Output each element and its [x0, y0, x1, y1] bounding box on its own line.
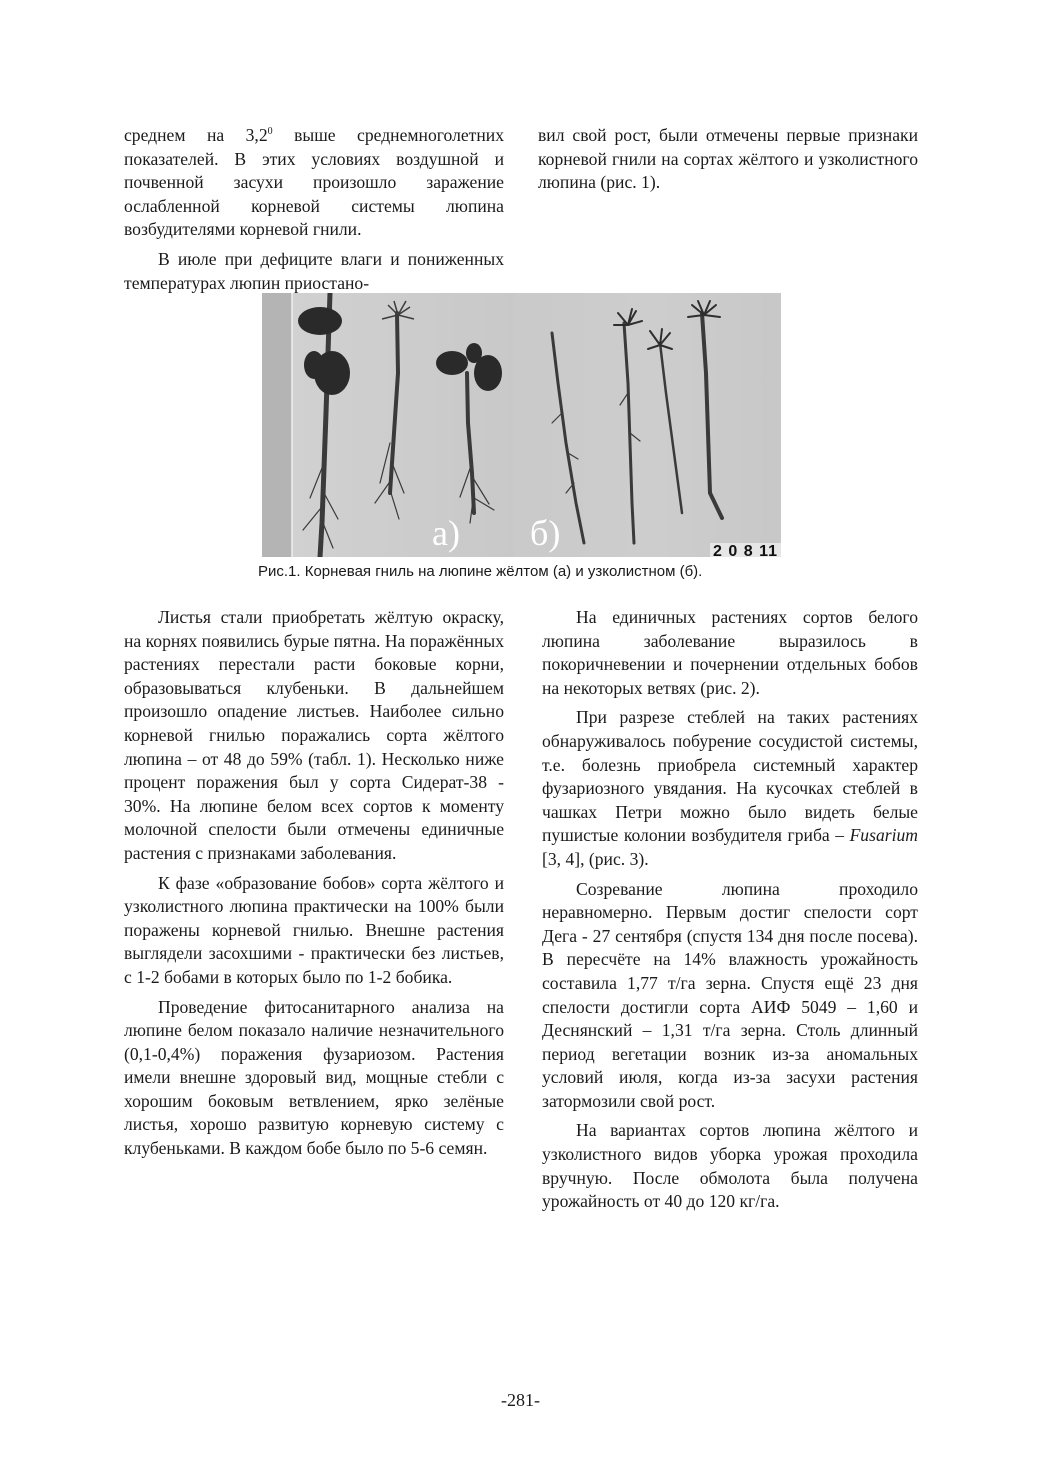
text-column-bottom-right: [542, 606, 918, 1214]
text-column-bottom-left: [124, 606, 504, 1161]
degree-superscript: 0: [267, 126, 273, 138]
italic-genus-name: Fusarium: [849, 825, 918, 846]
paragraph: На единичных растениях сортов белого люпина заболевание выразилось в покоричневении и почернении отдельных бобов на некоторых ветвях (рис. 2).: [542, 607, 918, 698]
figure-caption: Рис.1. Корневая гниль на люпине жёлтом (а) и узколистном (б).: [258, 563, 703, 580]
paragraph: При разрезе стеблей на таких растениях обнаруживалось побурение сосудистой системы, т.е. болезнь приобрела системный характер фузариозного увядания. На кусочках стеблей в чашках Петри можно было видеть белые пушистые колонии возбудителя гриба – Fusarium [3, 4], (рис. 3).: [542, 707, 918, 869]
figure-label-b: б): [530, 513, 561, 553]
paragraph: В июле при дефиците влаги и пониженных температурах люпин приостано-: [124, 248, 504, 293]
paragraph: среднем на $3,2^0$ выше среднемноголетних показателей. В этих условиях воздушной и почвенной засухи произошло заражение ослабленной корневой системы люпина возбудителями корневой гнили.: [124, 125, 504, 240]
paragraph: Листья стали приобретать жёлтую окраску, на корнях появились бурые пятна. На поражённых растениях перестали расти боковые корни, образовываться клубеньки. В дальнейшем произошло опадение листьев. Наиболее сильно корневой гнилью поражались сорта жёлтого люпина – от 48 до 59% (табл. 1). Несколько ниже процент поражения был у сорта Сидерат-38 - 30%. На люпине белом всех сортов к моменту молочной спелости были отмечены единичные растения с признаками заболевания.: [124, 607, 504, 863]
text-column-top-right: [538, 124, 918, 195]
paragraph: Проведение фитосанитарного анализа на люпине белом показало наличие незначительного (0,1-0,4%) поражения фузариозом. Растения имели внешне здоровый вид, мощные стебли с хорошим боковым ветвлением, ярко зелёные листья, хорошо развитую корневую систему с клубеньками. В каждом бобе было по 5-6 семян.: [124, 996, 504, 1159]
text-column-top-left: [124, 124, 504, 295]
figure-label-a: а): [432, 513, 460, 553]
photo-date-stamp: 2 0 8 11: [710, 543, 781, 557]
paragraph: Созревание люпина проходило неравномерно. Первым достиг спелости сорт Дега - 27 сентября (спустя 134 дня после посева). В пересчёте на 14% влажность урожайность составила 1,77 т/га зерна. Спустя ещё 23 дня спелости достигли сорта АИФ 5049 – 1,60 и Деснянский – 1,31 т/га зерна. Столь длинный период вегетации возник из-за аномальных условий июля, когда из-за засухи растения затормозили свой рост.: [542, 878, 918, 1111]
paragraph: На вариантах сортов люпина жёлтого и узколистного видов уборка урожая проходила вручную. После обмолота была получена урожайность от 40 до 120 кг/га.: [542, 1120, 918, 1212]
page-number: -281-: [501, 1390, 540, 1410]
paragraph: вил свой рост, были отмечены первые признаки корневой гнили на сортах жёлтого и узколистного люпина (рис. 1).: [538, 125, 918, 193]
figure-photo-lupin-roots: [262, 293, 781, 557]
plant-photo-illustration: [262, 293, 781, 557]
paragraph: К фазе «образование бобов» сорта жёлтого и узколистного люпина практически на 100% были поражены корневой гнилью. Внешне растения выглядели засохшими - практически без листьев, с 1-2 бобами в которых было по 1-2 бобика.: [124, 872, 504, 987]
